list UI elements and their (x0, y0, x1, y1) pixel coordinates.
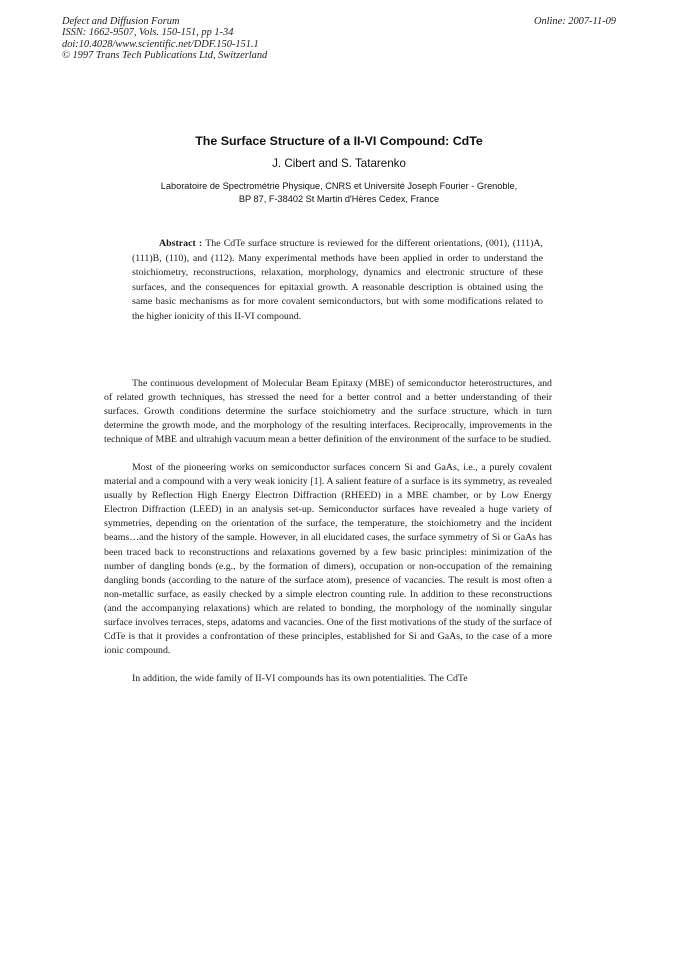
affiliation (0, 180, 678, 205)
issn-line: ISSN: 1662-9507, Vols. 150-151, pp 1-34 (62, 27, 234, 39)
abstract-text: The CdTe surface structure is reviewed for the different orientations, (001), (111)A, (111)B, (110), and (112). Many experimental methods have been applied in order to understand the stoichiometry, reconstructions, relaxation, morphology, dynamics and electronic structure of these surfaces, and the consequences for epitaxial growth. A reasonable description is obtained using the same basic mechanisms as for more covalent semiconductors, but with some modifications related to the higher ionicity of this II-VI compound. (132, 238, 543, 322)
copyright-line: © 1997 Trans Tech Publications Ltd, Switzerland (62, 49, 268, 61)
body-text (104, 377, 552, 700)
abstract-label: Abstract : (159, 238, 203, 249)
body-paragraph-3: In addition, the wide family of II-VI compounds has its own potentialities. The CdTe (132, 672, 468, 684)
journal-header (62, 16, 267, 61)
journal-name: Defect and Diffusion Forum (62, 16, 180, 27)
affiliation-line-2: BP 87, F-38402 St Martin d'Hères Cedex, France (238, 193, 440, 204)
abstract (132, 237, 543, 325)
doi-link[interactable]: doi:10.4028/www.scientific.net/DDF.150-151.1 (62, 38, 259, 50)
online-date: Online: 2007-11-09 (533, 16, 616, 27)
body-paragraph-1: The continuous development of Molecular Beam Epitaxy (MBE) of semiconductor heterostructures, and of related growth techniques, has stressed the need for a better control and a better understanding of their surfaces. Growth conditions determine the surface stoichiometry and the surface structure, which in turn determine the growth mode, and the morphology of the resulting interfaces. Reciprocally, improvements in the technique of MBE and ultrahigh vacuum mean a better definition of the environment of the surface to be studied. (104, 378, 552, 446)
body-paragraph-2: Most of the pioneering works on semiconductor surfaces concern Si and GaAs, i.e., a purely covalent material and a compound with a very weak ionicity [1]. A salient feature of a surface is its symmetry, as revealed usually by Reflection High Energy Electron Diffraction (RHEED) in a MBE chamber, or by Low Energy Electron Diffraction (LEED) in an analysis set-up. Semiconductor surfaces have revealed a huge variety of symmetries, depending on the orientation of the surface, the temperature, the stoichiometry and the incident beams…and the history of the sample. However, in all elucidated cases, the surface symmetry of Si or GaAs has been traced back to reconstructions and relaxations governed by a few basic principles: minimization of the number of dangling bonds (e.g., by the formation of dimers), occupation or non-occupation of the remaining dangling bonds (according to the nature of the surface atom), presence of vacancies. The result is most often a non-metallic surface, as easily checked by a simple electron counting rule. In addition to these reconstructions (and the accompanying relaxations) which are related to bonding, the morphology of the nominally singular surface involves terraces, steps, adatoms and vacancies. One of the first motivations of the study of the surface of CdTe is that it provides a confrontation of these principles, established for Si and GaAs, to the case of a more ionic compound. (104, 462, 552, 656)
paper-title: The Surface Structure of a II-VI Compound: CdTe (195, 134, 483, 148)
paper-authors: J. Cibert and S. Tatarenko (272, 157, 406, 170)
affiliation-line-1: Laboratoire de Spectrométrie Physique, CNRS et Université Joseph Fourier - Grenoble, (160, 181, 518, 191)
